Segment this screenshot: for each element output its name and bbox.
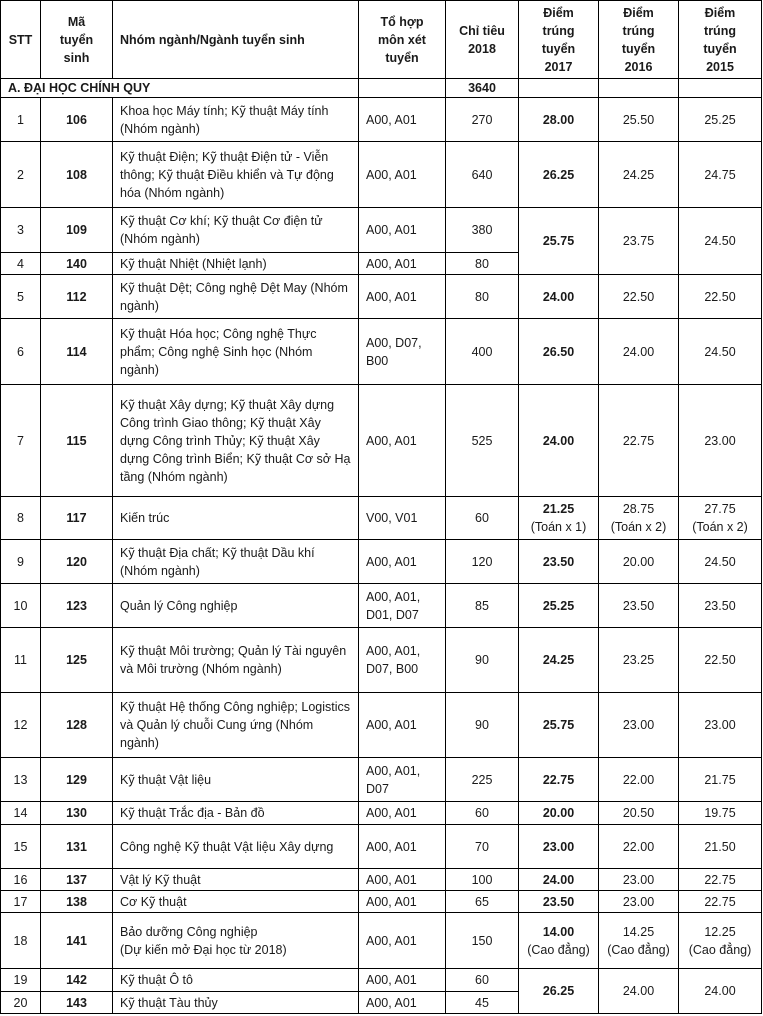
cell-diem-2017: 24.00 bbox=[519, 275, 599, 319]
cell-ma: 114 bbox=[41, 319, 113, 385]
cell-tohop: A00, A01, D07, B00 bbox=[359, 628, 446, 693]
header-row bbox=[1, 1, 762, 79]
section-total-quota: 3640 bbox=[446, 79, 519, 98]
cell-ma: 115 bbox=[41, 385, 113, 497]
header-ma-tuyen-sinh bbox=[41, 1, 113, 79]
table-row bbox=[1, 142, 762, 208]
cell-tohop: A00, A01 bbox=[359, 992, 446, 1014]
cell-tohop: A00, A01 bbox=[359, 891, 446, 913]
score-value: 12.25 bbox=[704, 924, 736, 939]
header-text: trúng bbox=[542, 23, 575, 38]
table-row bbox=[1, 969, 762, 992]
cell-tohop: A00, A01 bbox=[359, 869, 446, 891]
cell-diem-2017: 24.00 bbox=[519, 385, 599, 497]
cell-nganh: Vật lý Kỹ thuật bbox=[113, 869, 359, 891]
cell-chitieu: 45 bbox=[446, 992, 519, 1014]
header-diem-2016 bbox=[599, 1, 679, 79]
major-name: Bảo dưỡng Công nghiệp bbox=[120, 924, 258, 939]
cell-stt: 12 bbox=[1, 693, 41, 758]
cell-nganh: Kiến trúc bbox=[113, 497, 359, 540]
cell-diem-2015: 24.75 bbox=[679, 142, 762, 208]
table-row bbox=[1, 385, 762, 497]
cell-chitieu: 400 bbox=[446, 319, 519, 385]
cell-diem-2016: 23.00 bbox=[599, 693, 679, 758]
cell-diem-2016: 23.75 bbox=[599, 208, 679, 275]
cell-tohop: A00, A01 bbox=[359, 802, 446, 825]
header-chi-tieu bbox=[446, 1, 519, 79]
table-row bbox=[1, 869, 762, 891]
cell-stt: 1 bbox=[1, 98, 41, 142]
section-empty bbox=[679, 79, 762, 98]
cell-tohop: A00, A01 bbox=[359, 969, 446, 992]
cell-ma: 125 bbox=[41, 628, 113, 693]
cell-diem-2015 bbox=[679, 497, 762, 540]
cell-ma: 109 bbox=[41, 208, 113, 253]
header-text: tuyển bbox=[621, 41, 656, 56]
cell-chitieu: 65 bbox=[446, 891, 519, 913]
score-value: 27.75 bbox=[704, 502, 736, 516]
cell-stt: 17 bbox=[1, 891, 41, 913]
score-note: (Cao đẳng) bbox=[607, 942, 670, 957]
cell-ma: 130 bbox=[41, 802, 113, 825]
major-note: (Dự kiến mở Đại học từ 2018) bbox=[120, 942, 287, 957]
cell-diem-2017: 26.25 bbox=[519, 969, 599, 1014]
cell-ma: 106 bbox=[41, 98, 113, 142]
cell-diem-2016: 23.00 bbox=[599, 869, 679, 891]
table-row bbox=[1, 98, 762, 142]
cell-tohop: A00, A01 bbox=[359, 253, 446, 275]
header-diem-2015 bbox=[679, 1, 762, 79]
cell-ma: 138 bbox=[41, 891, 113, 913]
cell-stt: 20 bbox=[1, 992, 41, 1014]
cell-diem-2016: 23.25 bbox=[599, 628, 679, 693]
cell-nganh: Kỹ thuật Xây dựng; Kỹ thuật Xây dựng Công trình Giao thông; Kỹ thuật Xây dựng Công trình Thủy; Kỹ thuật Xây dựng Công trình Biển; Kỹ thuật Cơ sở Hạ tầng (Nhóm ngành) bbox=[113, 385, 359, 497]
cell-diem-2016: 20.50 bbox=[599, 802, 679, 825]
cell-diem-2016 bbox=[599, 497, 679, 540]
cell-stt: 16 bbox=[1, 869, 41, 891]
cell-diem-2015: 22.75 bbox=[679, 891, 762, 913]
header-text: Mã bbox=[67, 14, 86, 29]
table-row bbox=[1, 540, 762, 584]
table-row bbox=[1, 208, 762, 253]
cell-diem-2015: 24.50 bbox=[679, 540, 762, 584]
cell-chitieu: 225 bbox=[446, 758, 519, 802]
section-empty bbox=[359, 79, 446, 98]
cell-tohop: A00, A01 bbox=[359, 825, 446, 869]
cell-nganh: Cơ Kỹ thuật bbox=[113, 891, 359, 913]
cell-stt: 11 bbox=[1, 628, 41, 693]
cell-ma: 142 bbox=[41, 969, 113, 992]
header-text: 2018 bbox=[468, 41, 496, 56]
cell-diem-2015: 22.75 bbox=[679, 869, 762, 891]
cell-diem-2016: 25.50 bbox=[599, 98, 679, 142]
cell-chitieu: 80 bbox=[446, 275, 519, 319]
header-to-hop bbox=[359, 1, 446, 79]
cell-tohop: A00, A01 bbox=[359, 540, 446, 584]
cell-diem-2017: 24.25 bbox=[519, 628, 599, 693]
cell-diem-2015: 24.50 bbox=[679, 208, 762, 275]
header-stt: STT bbox=[1, 1, 41, 79]
cell-tohop: V00, V01 bbox=[359, 497, 446, 540]
cell-diem-2017: 23.00 bbox=[519, 825, 599, 869]
table-row bbox=[1, 891, 762, 913]
header-text: trúng bbox=[704, 23, 736, 38]
cell-diem-2016: 22.50 bbox=[599, 275, 679, 319]
cell-nganh: Kỹ thuật Trắc địa - Bản đồ bbox=[113, 802, 359, 825]
table-row bbox=[1, 802, 762, 825]
cell-diem-2017 bbox=[519, 497, 599, 540]
cell-diem-2017 bbox=[519, 913, 599, 969]
section-empty bbox=[599, 79, 679, 98]
header-text: Tổ hợp bbox=[380, 14, 424, 29]
table-row bbox=[1, 825, 762, 869]
table-row bbox=[1, 584, 762, 628]
table-row bbox=[1, 693, 762, 758]
cell-chitieu: 150 bbox=[446, 913, 519, 969]
cell-nganh: Kỹ thuật Nhiệt (Nhiệt lạnh) bbox=[113, 253, 359, 275]
cell-chitieu: 60 bbox=[446, 497, 519, 540]
cell-diem-2017: 25.75 bbox=[519, 208, 599, 275]
header-text: sinh bbox=[63, 50, 90, 65]
cell-diem-2015: 21.50 bbox=[679, 825, 762, 869]
cell-diem-2017: 24.00 bbox=[519, 869, 599, 891]
cell-stt: 2 bbox=[1, 142, 41, 208]
cell-diem-2016: 20.00 bbox=[599, 540, 679, 584]
cell-tohop: A00, A01 bbox=[359, 142, 446, 208]
cell-diem-2016: 22.00 bbox=[599, 758, 679, 802]
cell-chitieu: 70 bbox=[446, 825, 519, 869]
section-title: A. ĐẠI HỌC CHÍNH QUY bbox=[1, 79, 359, 98]
section-empty bbox=[519, 79, 599, 98]
cell-chitieu: 80 bbox=[446, 253, 519, 275]
cell-diem-2015 bbox=[679, 913, 762, 969]
cell-nganh: Kỹ thuật Vật liệu bbox=[113, 758, 359, 802]
cell-diem-2017: 25.75 bbox=[519, 693, 599, 758]
cell-diem-2016: 22.75 bbox=[599, 385, 679, 497]
header-text: tuyển bbox=[541, 41, 576, 56]
cell-chitieu: 100 bbox=[446, 869, 519, 891]
cell-diem-2015: 23.00 bbox=[679, 693, 762, 758]
cell-ma: 117 bbox=[41, 497, 113, 540]
score-note: (Cao đẳng) bbox=[688, 942, 752, 957]
table-row bbox=[1, 758, 762, 802]
cell-diem-2015: 23.50 bbox=[679, 584, 762, 628]
cell-nganh: Kỹ thuật Môi trường; Quản lý Tài nguyên và Môi trường (Nhóm ngành) bbox=[113, 628, 359, 693]
cell-stt: 14 bbox=[1, 802, 41, 825]
cell-nganh: Kỹ thuật Điện; Kỹ thuật Điện tử - Viễn thông; Kỹ thuật Điều khiển và Tự động hóa (Nhóm ngành) bbox=[113, 142, 359, 208]
cell-chitieu: 90 bbox=[446, 693, 519, 758]
section-row bbox=[1, 79, 762, 98]
cell-ma: 112 bbox=[41, 275, 113, 319]
cell-ma: 137 bbox=[41, 869, 113, 891]
cell-tohop: A00, A01 bbox=[359, 913, 446, 969]
header-text: Điểm bbox=[543, 5, 574, 20]
cell-ma: 141 bbox=[41, 913, 113, 969]
cell-ma: 128 bbox=[41, 693, 113, 758]
score-note: (Cao đẳng) bbox=[527, 942, 590, 957]
cell-tohop: A00, A01, D07 bbox=[359, 758, 446, 802]
cell-stt: 7 bbox=[1, 385, 41, 497]
cell-tohop: A00, A01 bbox=[359, 208, 446, 253]
cell-diem-2016: 24.00 bbox=[599, 319, 679, 385]
cell-nganh: Khoa học Máy tính; Kỹ thuật Máy tính (Nhóm ngành) bbox=[113, 98, 359, 142]
cell-chitieu: 90 bbox=[446, 628, 519, 693]
cell-diem-2017: 26.25 bbox=[519, 142, 599, 208]
cell-ma: 123 bbox=[41, 584, 113, 628]
cell-diem-2016: 24.00 bbox=[599, 969, 679, 1014]
cell-nganh: Kỹ thuật Tàu thủy bbox=[113, 992, 359, 1014]
cell-diem-2017: 23.50 bbox=[519, 540, 599, 584]
cell-diem-2015: 24.00 bbox=[679, 969, 762, 1014]
cell-nganh bbox=[113, 913, 359, 969]
cell-nganh: Kỹ thuật Cơ khí; Kỹ thuật Cơ điện tử (Nhóm ngành) bbox=[113, 208, 359, 253]
table-row bbox=[1, 628, 762, 693]
header-text: môn xét bbox=[378, 32, 426, 47]
table-row bbox=[1, 497, 762, 540]
cell-chitieu: 640 bbox=[446, 142, 519, 208]
cell-chitieu: 270 bbox=[446, 98, 519, 142]
cell-stt: 9 bbox=[1, 540, 41, 584]
cell-nganh: Kỹ thuật Hóa học; Công nghệ Thực phẩm; Công nghệ Sinh học (Nhóm ngành) bbox=[113, 319, 359, 385]
header-text: Điểm bbox=[704, 5, 736, 20]
cell-stt: 5 bbox=[1, 275, 41, 319]
cell-nganh: Kỹ thuật Dệt; Công nghệ Dệt May (Nhóm ngành) bbox=[113, 275, 359, 319]
header-text: Chỉ tiêu bbox=[459, 23, 505, 38]
cell-nganh: Quản lý Công nghiệp bbox=[113, 584, 359, 628]
cell-tohop: A00, A01 bbox=[359, 693, 446, 758]
cell-nganh: Công nghệ Kỹ thuật Vật liệu Xây dựng bbox=[113, 825, 359, 869]
cell-chitieu: 525 bbox=[446, 385, 519, 497]
cell-diem-2015: 21.75 bbox=[679, 758, 762, 802]
cell-chitieu: 120 bbox=[446, 540, 519, 584]
header-text: tuyển bbox=[385, 50, 419, 65]
cell-chitieu: 380 bbox=[446, 208, 519, 253]
cell-stt: 3 bbox=[1, 208, 41, 253]
header-text: 2017 bbox=[544, 59, 573, 74]
cell-diem-2017: 28.00 bbox=[519, 98, 599, 142]
cell-tohop: A00, A01 bbox=[359, 275, 446, 319]
header-text: tuyển bbox=[703, 41, 737, 56]
cell-diem-2015: 25.25 bbox=[679, 98, 762, 142]
cell-stt: 10 bbox=[1, 584, 41, 628]
cell-stt: 19 bbox=[1, 969, 41, 992]
cell-stt: 18 bbox=[1, 913, 41, 969]
cell-diem-2016: 22.00 bbox=[599, 825, 679, 869]
cell-diem-2016: 23.00 bbox=[599, 891, 679, 913]
table-row bbox=[1, 913, 762, 969]
cell-tohop: A00, A01 bbox=[359, 385, 446, 497]
cell-tohop: A00, A01, D01, D07 bbox=[359, 584, 446, 628]
score-value: 14.00 bbox=[542, 924, 575, 939]
cell-stt: 13 bbox=[1, 758, 41, 802]
cell-diem-2017: 25.25 bbox=[519, 584, 599, 628]
cell-stt: 6 bbox=[1, 319, 41, 385]
cell-diem-2017: 20.00 bbox=[519, 802, 599, 825]
cell-nganh: Kỹ thuật Ô tô bbox=[113, 969, 359, 992]
header-nganh: Nhóm ngành/Ngành tuyển sinh bbox=[113, 1, 359, 79]
cell-chitieu: 60 bbox=[446, 969, 519, 992]
score-note: (Toán x 2) bbox=[610, 520, 667, 534]
cell-ma: 143 bbox=[41, 992, 113, 1014]
score-value: 21.25 bbox=[542, 502, 575, 516]
header-text: 2015 bbox=[706, 59, 734, 74]
cell-diem-2016: 23.50 bbox=[599, 584, 679, 628]
score-note: (Toán x 2) bbox=[692, 520, 748, 534]
score-value: 14.25 bbox=[622, 924, 655, 939]
cell-stt: 8 bbox=[1, 497, 41, 540]
cell-tohop: A00, D07, B00 bbox=[359, 319, 446, 385]
cell-stt: 15 bbox=[1, 825, 41, 869]
cell-ma: 140 bbox=[41, 253, 113, 275]
cell-diem-2016: 24.25 bbox=[599, 142, 679, 208]
cell-diem-2017: 26.50 bbox=[519, 319, 599, 385]
cell-diem-2015: 19.75 bbox=[679, 802, 762, 825]
header-text: Điểm bbox=[623, 5, 654, 20]
header-text: tuyển bbox=[59, 32, 94, 47]
cell-chitieu: 85 bbox=[446, 584, 519, 628]
cell-diem-2016 bbox=[599, 913, 679, 969]
score-value: 28.75 bbox=[622, 502, 655, 516]
cell-stt: 4 bbox=[1, 253, 41, 275]
table-row bbox=[1, 319, 762, 385]
cell-ma: 131 bbox=[41, 825, 113, 869]
cell-ma: 120 bbox=[41, 540, 113, 584]
cell-ma: 129 bbox=[41, 758, 113, 802]
header-text: 2016 bbox=[624, 59, 653, 74]
table-row bbox=[1, 275, 762, 319]
score-note: (Toán x 1) bbox=[530, 520, 587, 534]
cell-diem-2015: 22.50 bbox=[679, 275, 762, 319]
cell-tohop: A00, A01 bbox=[359, 98, 446, 142]
cell-diem-2017: 23.50 bbox=[519, 891, 599, 913]
cell-nganh: Kỹ thuật Hệ thống Công nghiệp; Logistics và Quản lý chuỗi Cung ứng (Nhóm ngành) bbox=[113, 693, 359, 758]
header-diem-2017 bbox=[519, 1, 599, 79]
cell-ma: 108 bbox=[41, 142, 113, 208]
cell-diem-2017: 22.75 bbox=[519, 758, 599, 802]
cell-diem-2015: 23.00 bbox=[679, 385, 762, 497]
cell-diem-2015: 24.50 bbox=[679, 319, 762, 385]
cell-diem-2015: 22.50 bbox=[679, 628, 762, 693]
header-text: trúng bbox=[622, 23, 655, 38]
cell-nganh: Kỹ thuật Địa chất; Kỹ thuật Dầu khí (Nhóm ngành) bbox=[113, 540, 359, 584]
cell-chitieu: 60 bbox=[446, 802, 519, 825]
